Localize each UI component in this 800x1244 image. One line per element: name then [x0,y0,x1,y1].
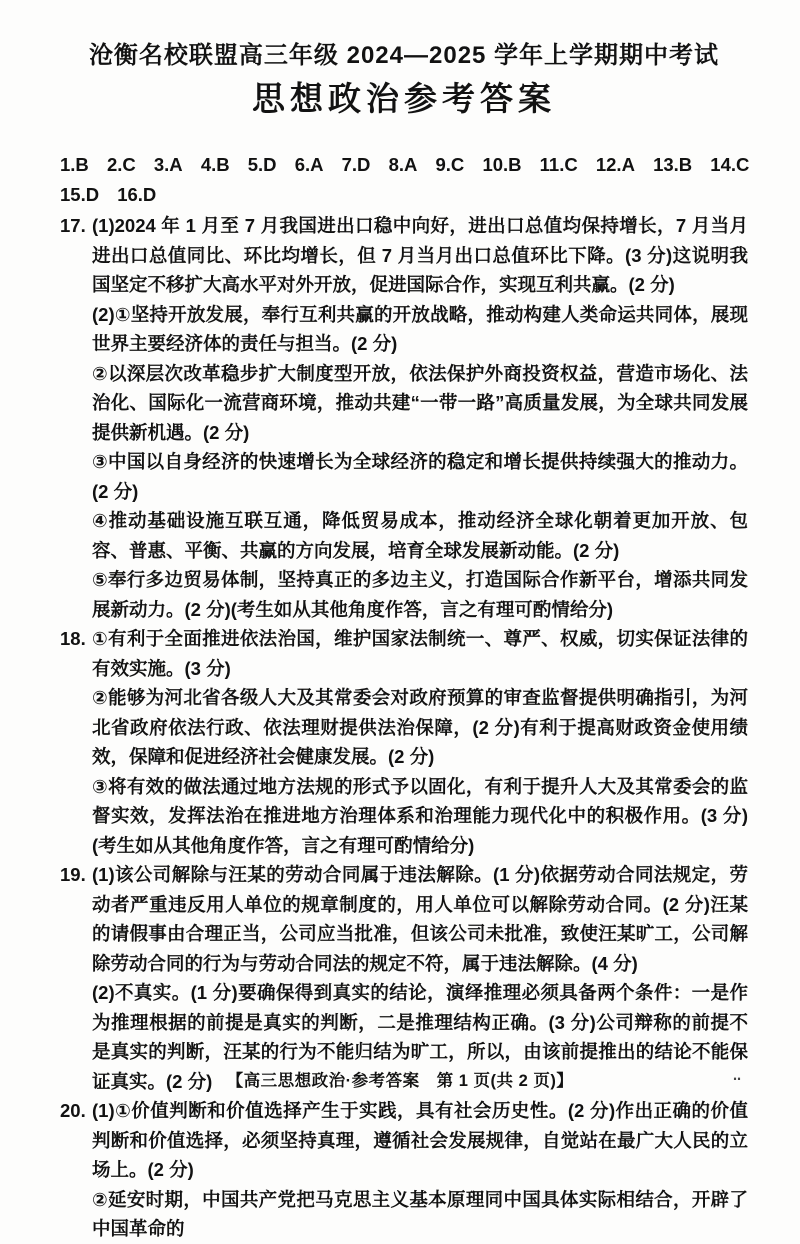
answer-item: 1.B [60,154,89,175]
answer-item: 13.B [653,154,693,175]
answer-paragraph: (1)①价值判断和价值选择产生于实践，具有社会历史性。(2 分)作出正确的价值判断和价值选择，必须坚持真理，遵循社会发展规律，自觉站在最广大人民的立场上。(2 分) [92,1100,748,1180]
answer-paragraph: ④推动基础设施互联互通，降低贸易成本，推动经济全球化朝着更加开放、包容、普惠、平衡、共赢的方向发展，培育全球发展新动能。(2 分) [92,510,748,561]
answer-item: 6.A [294,154,324,175]
answer-item: 7.D [341,154,371,175]
question-number: 17. [60,215,86,236]
question-number: 18. [60,628,86,649]
answer-item: 2.C [106,154,136,175]
answer-item: 15.D [60,184,100,205]
question-body [92,860,748,1096]
footer-ellipsis-mark: ‥ [732,1069,742,1083]
question-number: 20. [60,1100,86,1121]
page-footer: 【高三思想政治·参考答案 第 1 页(共 2 页)】 [226,1072,574,1090]
question-19 [60,860,748,1096]
answer-key-line-1 [60,150,748,180]
question-20 [60,1096,748,1244]
answer-paragraph: (1)2024 年 1 月至 7 月我国进出口稳中向好，进出口总值均保持增长，7 月当月进出口总值同比、环比均增长，但 7 月当月出口总值环比下降。(3 分)这说明我国坚定不移扩大高水平对外开放，促进国际合作，实现互利共赢。(2 分) [92,215,748,295]
answer-item: 12.A [595,154,635,175]
answer-item: 10.B [482,154,522,175]
answer-item: 9.C [435,154,465,175]
question-17 [60,211,748,624]
answer-item: 8.A [388,154,418,175]
answer-paragraph: ②以深层次改革稳步扩大制度型开放，依法保护外商投资权益，营造市场化、法治化、国际化一流营商环境，推动共建“一带一路”高质量发展，为全球共同发展提供新机遇。(2 分) [92,362,748,443]
multiple-choice-answer-key [60,150,748,210]
answer-item: 11.C [539,154,578,175]
answer-paragraph: (2)①坚持开放发展，奉行互利共赢的开放战略，推动构建人类命运共同体，展现世界主要经济体的责任与担当。(2 分) [92,303,748,354]
answer-item: 14.C [710,154,750,175]
question-body [92,211,748,624]
answer-paragraph: ②能够为河北省各级人大及其常委会对政府预算的审查监督提供明确指引，为河北省政府依法行政、依法理财提供法治保障，(2 分)有利于提高财政资金使用绩效，保障和促进经济社会健康发展。(2 分) [92,687,748,767]
answer-paragraph: ⑤奉行多边贸易体制，坚持真正的多边主义，打造国际合作新平台，增添共同发展新动力。(2 分)(考生如从其他角度作答，言之有理可酌情给分) [92,569,748,620]
answer-item: 3.A [153,154,183,175]
answer-paragraph: (1)该公司解除与汪某的劳动合同属于违法解除。(1 分)依据劳动合同法规定，劳动者严重违反用人单位的规章制度的，用人单位可以解除劳动合同。(2 分)汪某的请假事由合理正当，公司应当批准，但该公司未批准，致使汪某旷工，公司解除劳动合同的行为与劳动合同法的规定不符，属于违法解除。(4 分) [92,864,748,974]
answers-title: 思想政治参考答案 [252,80,556,117]
question-18 [60,624,748,860]
answer-paragraph: (2)不真实。(1 分)要确保得到真实的结论，演绎推理必须具备两个条件：一是作为推理根据的前提是真实的判断，二是推理结构正确。(3 分)公司辩称的前提不是真实的判断，汪某的行为不能归结为旷工，所以，由该前提推出的结论不能保证真实。(2 分) [92,982,748,1092]
answer-paragraph: ③将有效的做法通过地方法规的形式予以固化，有利于提升人大及其常委会的监督实效，发挥法治在推进地方治理体系和治理能力现代化中的积极作用。(3 分)(考生如从其他角度作答，言之有理可酌情给分) [92,775,748,856]
exam-title: 沧衡名校联盟高三年级 2024—2025 学年上学期期中考试 [88,42,720,69]
question-number: 19. [60,864,86,885]
answer-key-line-2 [60,180,748,210]
answer-paragraph: ②延安时期，中国共产党把马克思主义基本原理同中国具体实际相结合，开辟了中国革命的 [92,1188,748,1239]
page-footer-row [0,1067,800,1091]
question-body [92,624,748,860]
answer-item: 16.D [117,184,157,205]
answer-item: 5.D [247,154,277,175]
answer-paragraph: ①有利于全面推进依法治国，维护国家法制统一、尊严、权威，切实保证法律的有效实施。(3 分) [92,628,748,679]
answer-item: 4.B [200,154,230,175]
answer-paragraph: ③中国以自身经济的快速增长为全球经济的稳定和增长提供持续强大的推动力。(2 分) [92,451,748,502]
question-body [92,1096,748,1244]
